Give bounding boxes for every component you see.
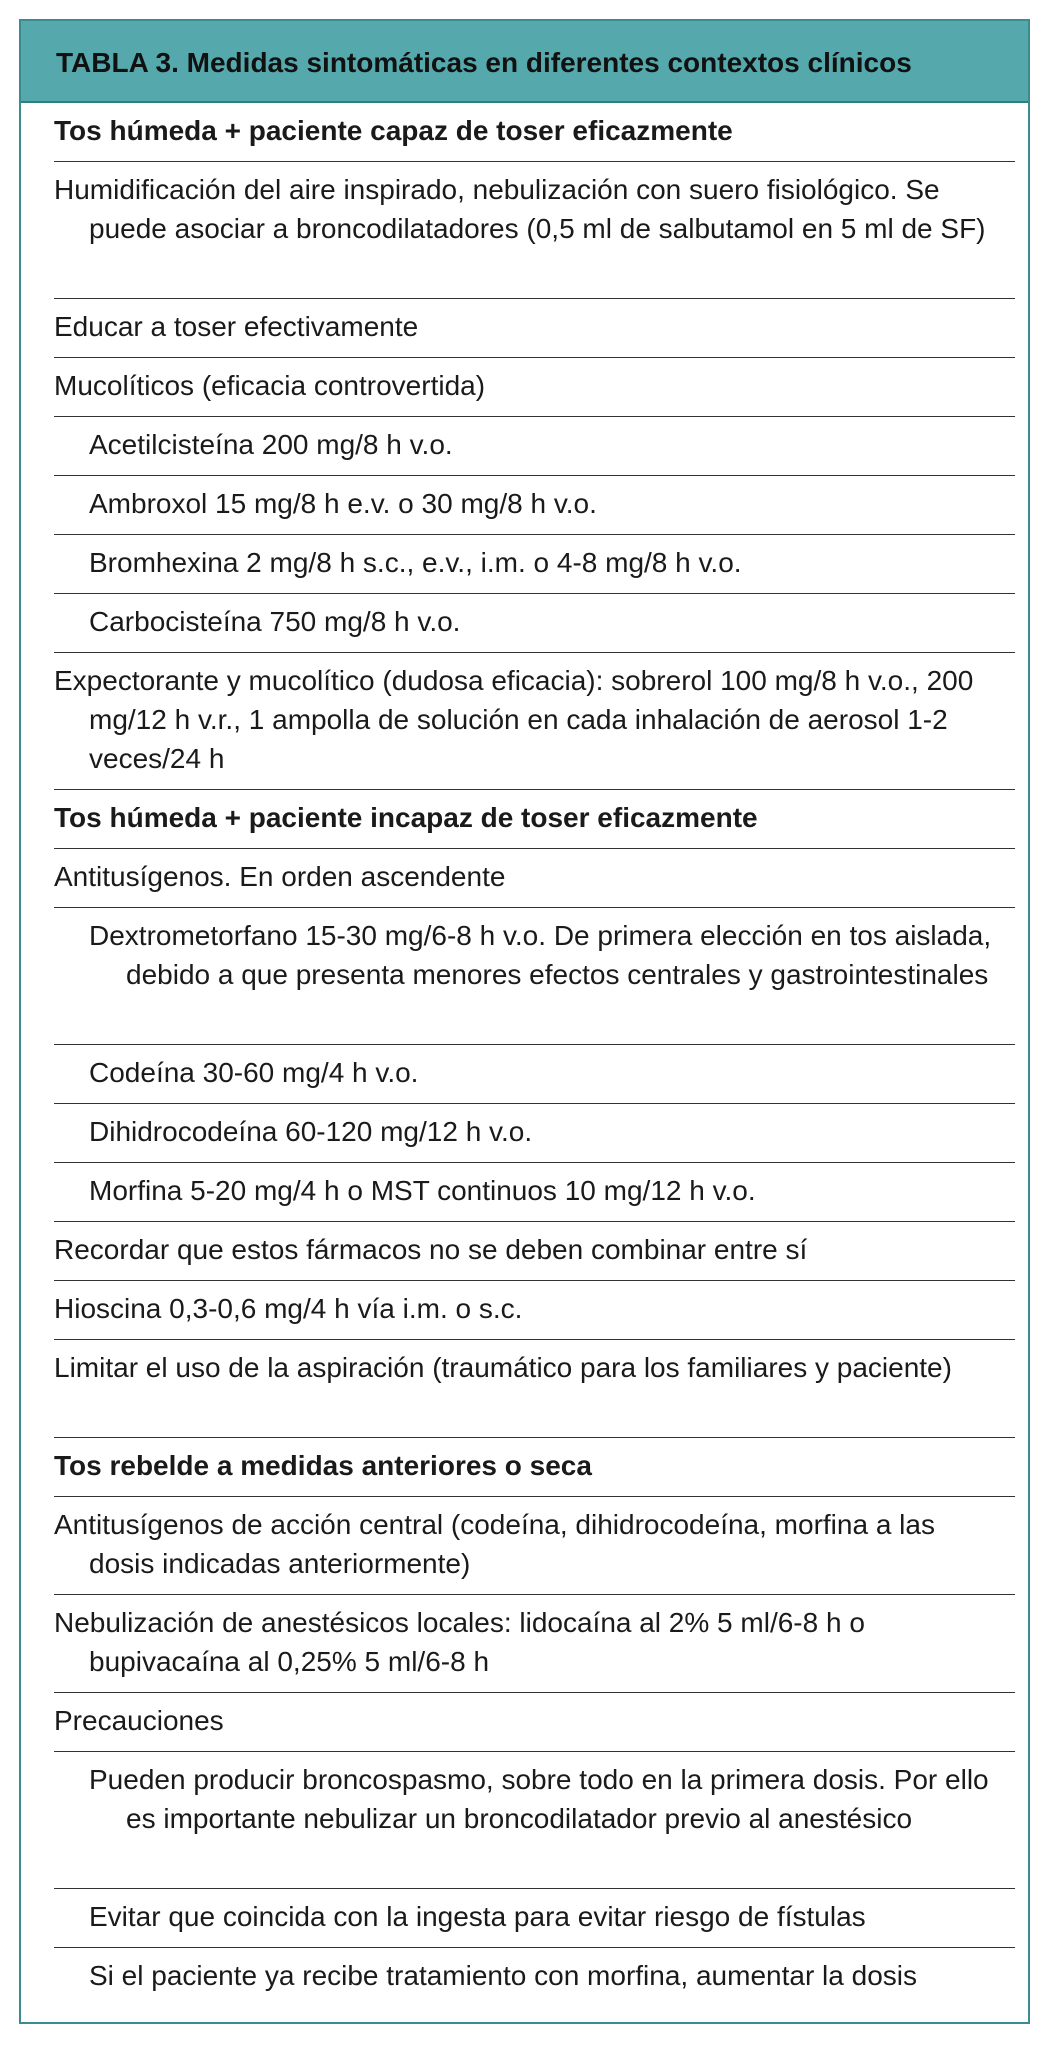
table-row <box>54 1045 1015 1104</box>
table-row <box>54 1595 1015 1693</box>
row-text: Ambroxol 15 mg/8 h e.v. o 30 mg/8 h v.o. <box>89 488 597 519</box>
row-text: Limitar el uso de la aspiración (traumático para los familiares y paciente) <box>54 1352 952 1383</box>
table-row <box>54 1693 1015 1752</box>
section-header-row <box>54 103 1015 162</box>
table-row <box>54 1752 1015 1889</box>
row-text: Morfina 5-20 mg/4 h o MST continuos 10 mg/12 h v.o. <box>89 1175 756 1206</box>
row-text: Si el paciente ya recibe tratamiento con morfina, aumentar la dosis <box>89 1960 917 1991</box>
table-title: TABLA 3. Medidas sintomáticas en diferentes contextos clínicos <box>56 47 912 78</box>
table-row <box>54 299 1015 358</box>
row-text: Antitusígenos de acción central (codeína, dihidrocodeína, morfina a las dosis indicadas anteriormente) <box>54 1509 935 1579</box>
row-text: Carbocisteína 750 mg/8 h v.o. <box>89 606 461 637</box>
row-text: Educar a toser efectivamente <box>54 311 419 342</box>
table-row <box>54 1104 1015 1163</box>
table-row <box>54 1889 1015 1948</box>
table-row <box>54 653 1015 790</box>
row-text: Bromhexina 2 mg/8 h s.c., e.v., i.m. o 4-8 mg/8 h v.o. <box>89 547 742 578</box>
table-row <box>54 417 1015 476</box>
section-header-text: Tos rebelde a medidas anteriores o seca <box>54 1450 592 1481</box>
row-text: Expectorante y mucolítico (dudosa eficacia): sobrerol 100 mg/8 h v.o., 200 mg/12 h v.r., 1 ampolla de solución en cada inhalación de aerosol 1-2 veces/24 h <box>54 665 974 774</box>
row-text: Mucolíticos (eficacia controvertida) <box>54 370 486 401</box>
table-row <box>54 535 1015 594</box>
table-row <box>54 594 1015 653</box>
row-text: Antitusígenos. En orden ascendente <box>54 861 506 892</box>
table-row <box>54 908 1015 1045</box>
table-row <box>54 849 1015 908</box>
table-row <box>54 358 1015 417</box>
table-row <box>54 1948 1015 2007</box>
section-header-row <box>54 1438 1015 1497</box>
row-text: Hioscina 0,3-0,6 mg/4 h vía i.m. o s.c. <box>54 1293 523 1324</box>
section-header-text: Tos húmeda + paciente capaz de toser eficazmente <box>54 115 733 146</box>
section-header-row <box>54 790 1015 849</box>
row-text: Dextrometorfano 15-30 mg/6-8 h v.o. De primera elección en tos aislada, debido a que presenta menores efectos centrales y gastrointestinales <box>89 920 992 990</box>
row-text: Acetilcisteína 200 mg/8 h v.o. <box>89 429 453 460</box>
row-text: Recordar que estos fármacos no se deben combinar entre sí <box>54 1234 808 1265</box>
row-text: Nebulización de anestésicos locales: lidocaína al 2% 5 ml/6-8 h o bupivacaína al 0,25% 5 ml/6-8 h <box>54 1607 865 1677</box>
section-header-text: Tos húmeda + paciente incapaz de toser eficazmente <box>54 802 758 833</box>
row-text: Humidificación del aire inspirado, nebulización con suero fisiológico. Se puede asociar a broncodilatadores (0,5 ml de salbutamol en 5 ml de SF) <box>54 174 986 244</box>
table-row <box>54 1340 1015 1438</box>
row-text: Dihidrocodeína 60-120 mg/12 h v.o. <box>89 1116 533 1147</box>
row-text: Evitar que coincida con la ingesta para evitar riesgo de fístulas <box>89 1901 866 1932</box>
table-row <box>54 162 1015 299</box>
table-row <box>54 1163 1015 1222</box>
row-text: Codeína 30-60 mg/4 h v.o. <box>89 1057 419 1088</box>
table-row <box>54 1497 1015 1595</box>
table-row <box>54 476 1015 535</box>
table-row <box>54 1222 1015 1281</box>
row-text: Pueden producir broncospasmo, sobre todo en la primera dosis. Por ello es importante nebulizar un broncodilatador previo al anestésico <box>89 1764 989 1834</box>
table-container <box>19 19 1030 2024</box>
row-text: Precauciones <box>54 1705 224 1736</box>
table-row <box>54 1281 1015 1340</box>
table-title-bar <box>21 21 1028 103</box>
table-body <box>21 103 1028 2022</box>
